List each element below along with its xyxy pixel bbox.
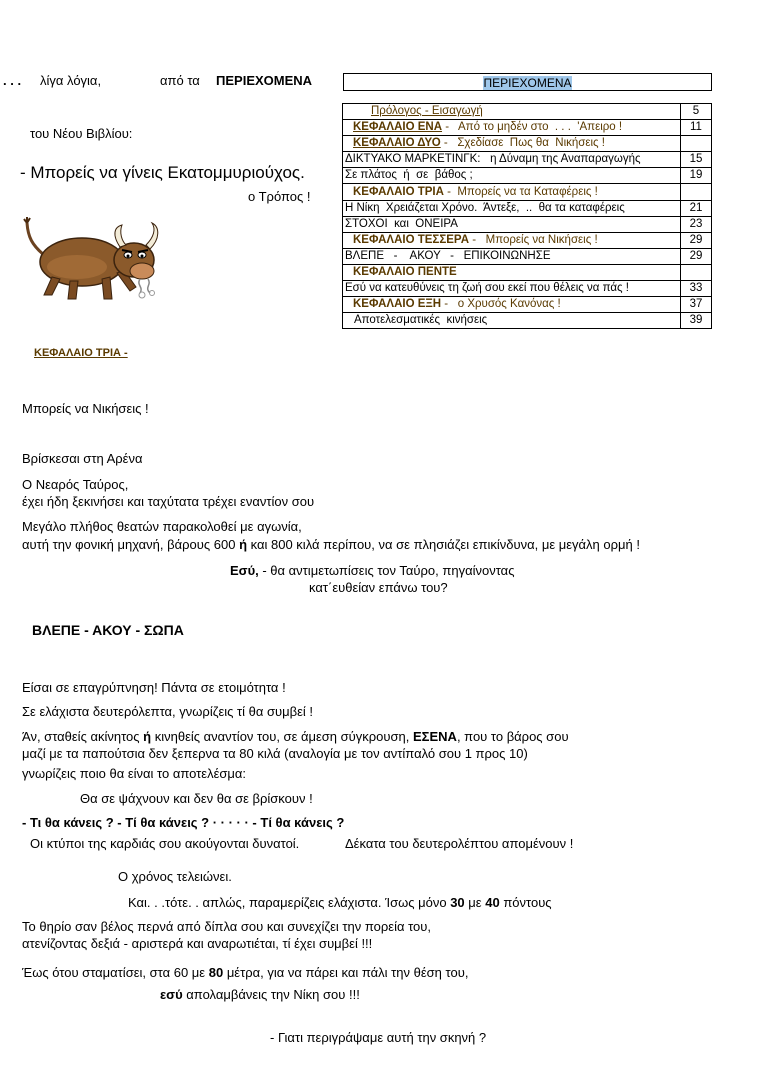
p-crowd2-b: ή	[239, 537, 248, 552]
intro-line1-a: λίγα λόγια,	[40, 73, 102, 88]
s3-d: ΕΣΕΝΑ	[413, 729, 457, 744]
toc-entry-text: ΒΛΕΠΕ - ΑΚΟΥ - ΕΠΙΚΟΙΝΩΝΗΣΕ	[345, 249, 551, 262]
toc-row	[343, 248, 712, 264]
s10-c: με	[468, 895, 482, 910]
toc-row	[343, 264, 712, 280]
toc-row	[343, 120, 712, 136]
toc-page-number: 29	[681, 248, 712, 264]
s10-e: πόντους	[503, 895, 552, 910]
s13-c: μέτρα, για να πάρει και πάλι την θέση του,	[226, 965, 469, 980]
toc-entry	[343, 313, 681, 329]
toc-page-number: 19	[681, 168, 712, 184]
toc-page-number: 11	[681, 120, 712, 136]
toc-chapter-heading: ΚΕΦΑΛΑΙΟ ΤΕΣΣΕΡΑ	[353, 233, 470, 246]
toc-entry-text: ΣΤΟΧΟΙ και ΟΝΕΙΡΑ	[345, 217, 458, 230]
toc-entry	[343, 216, 681, 232]
toc-entry-text: Σε πλάτος ή σε βάθος ;	[345, 169, 473, 182]
toc-title-box	[343, 73, 712, 91]
s1: Είσαι σε επαγρύπνηση! Πάντα σε ετοιμότητα !	[22, 680, 286, 695]
toc-chapter-sep: -	[443, 185, 451, 198]
section-title: ΒΛΕΠΕ - ΑΚΟΥ - ΣΩΠΑ	[32, 622, 184, 638]
toc-page-number	[681, 184, 712, 200]
toc-entry	[343, 168, 681, 184]
toc-entry-text: ΔΙΚΤΥΑΚΟ ΜΑΡΚΕΤΙΝΓΚ: η Δύναμη της Αναπαραγωγής	[345, 153, 641, 166]
s14-a: εσύ	[160, 987, 183, 1002]
intro-line2: του Νέου Βιβλίου:	[30, 126, 133, 141]
p-you	[230, 563, 514, 578]
s9: Ο χρόνος τελειώνει.	[118, 869, 232, 884]
toc-page-number: 21	[681, 200, 712, 216]
toc-page-number	[681, 136, 712, 152]
toc-entry-text: Η Νίκη Χρειάζεται Χρόνο. Άντεξε, .. θα τα καταφέρεις	[345, 201, 625, 214]
s6: Θα σε ψάχνουν και δεν θα σε βρίσκουν !	[80, 791, 313, 806]
s10-a: Και. . .τότε. . απλώς, παραμερίζεις ελάχιστα. Ίσως μόνο	[128, 895, 447, 910]
s14	[160, 987, 360, 1002]
toc-row	[343, 104, 712, 120]
s4: μαζί με τα παπούτσια δεν ξεπερνα τα 80 κιλά (αναλογία με τον αντίπαλό σου 1 προς 10)	[22, 746, 528, 761]
intro-line1-b: από τα	[160, 73, 200, 88]
s3-e: , που το βάρος σου	[456, 729, 569, 744]
toc-row	[343, 152, 712, 168]
toc-entry-text: Πρόλογος - Εισαγωγή	[371, 105, 483, 118]
s3	[22, 729, 569, 744]
toc-entry-text: Μπορείς να Νικήσεις !	[476, 233, 598, 246]
toc-page-number: 5	[681, 104, 712, 120]
s3-b: ή	[143, 729, 152, 744]
toc-chapter-heading: ΚΕΦΑΛΑΙΟ ΕΝΑ	[353, 121, 443, 134]
s13-b: 80	[208, 965, 224, 980]
toc-entry-text: Μπορείς να τα Καταφέρεις !	[450, 185, 598, 198]
toc-page-number: 39	[681, 313, 712, 329]
toc-entry-text: Αποτελεσματικές κινήσεις	[345, 314, 488, 327]
toc-page-number: 23	[681, 216, 712, 232]
toc-page-number	[681, 264, 712, 280]
toc-entry	[343, 281, 681, 297]
p-bull2: έχει ήδη ξεκινήσει και ταχύτατα τρέχει εναντίον σου	[22, 494, 315, 509]
toc-row	[343, 313, 712, 329]
s10-b: 30	[450, 895, 465, 910]
toc-entry-text: Σχεδίασε Πως θα Νικήσεις !	[447, 137, 605, 150]
toc-row	[343, 168, 712, 184]
toc-page-number: 37	[681, 297, 712, 313]
toc-entry	[343, 232, 681, 248]
toc-entry	[343, 120, 681, 136]
p-crowd1: Μεγάλο πλήθος θεατών παρακολοθεί με αγωνία,	[22, 519, 302, 534]
chapter-label: ΚΕΦΑΛΑΙΟ ΤΡΙΑ -	[34, 347, 128, 359]
toc-entry	[343, 297, 681, 313]
toc-chapter-sep: -	[440, 137, 448, 150]
toc-table	[342, 103, 712, 329]
s3-a: Άν, σταθείς ακίνητος	[22, 729, 140, 744]
toc-entry	[343, 152, 681, 168]
intro-line1-c: ΠΕΡΙΕΧΟΜΕΝΑ	[216, 73, 313, 88]
toc-row	[343, 297, 712, 313]
toc-chapter-heading: ΚΕΦΑΛΑΙΟ ΕΞΗ	[353, 298, 442, 311]
intro-dots: . . .	[3, 73, 22, 88]
s13	[22, 965, 468, 980]
toc-entry-text: ο Χρυσός Κανόνας !	[448, 298, 561, 311]
s15: - Γιατι περιγράψαμε αυτή την σκηνή ?	[270, 1030, 487, 1045]
toc-page-number: 33	[681, 281, 712, 297]
toc-chapter-sep: -	[441, 298, 449, 311]
toc-row	[343, 200, 712, 216]
toc-chapter-sep: -	[442, 121, 450, 134]
book-title: - Μπορείς να γίνεις Εκατομμυριούχος.	[20, 163, 305, 182]
s11: Το θηρίο σαν βέλος περνά από δίπλα σου και συνεχίζει την πορεία του,	[22, 919, 432, 934]
toc-row	[343, 136, 712, 152]
toc-row	[343, 281, 712, 297]
toc-page-number: 15	[681, 152, 712, 168]
s14-b: απολαμβάνεις την Νίκη σου !!!	[186, 987, 360, 1002]
p-you-c: κατ΄ευθείαν επάνω του?	[309, 580, 448, 595]
toc-entry	[343, 136, 681, 152]
s13-a: Έως ότου σταματίσει, στα 60 με	[22, 965, 206, 980]
s2: Σε ελάχιστα δευτερόλεπτα, γνωρίζεις τί θα συμβεί !	[22, 704, 314, 719]
toc-entry	[343, 104, 681, 120]
book-subtitle: ο Τρόπος !	[248, 189, 311, 204]
toc-entry	[343, 248, 681, 264]
toc-chapter-heading: ΚΕΦΑΛΑΙΟ ΔΥΟ	[353, 137, 441, 150]
p-arena: Βρίσκεσαι στη Αρένα	[22, 451, 143, 466]
s8-b: Δέκατα του δευτερολέπτου απομένουν !	[345, 836, 574, 851]
toc-entry	[343, 184, 681, 200]
toc-row	[343, 216, 712, 232]
p-bull1: Ο Νεαρός Ταύρος,	[22, 477, 129, 492]
toc-entry	[343, 200, 681, 216]
p-crowd2	[22, 537, 640, 552]
s10-d: 40	[485, 895, 500, 910]
p-crowd2-c: και 800 κιλά περίπου, να σε πλησιάζει επικίνδυνα, με μεγάλη ορμή !	[250, 537, 640, 552]
toc-chapter-heading: ΚΕΦΑΛΑΙΟ ΠΕΝΤΕ	[353, 265, 457, 278]
toc-entry	[343, 264, 681, 280]
p-you-a: Εσύ,	[230, 563, 259, 578]
s3-c: κινηθείς αναντίον του, σε άμεση σύγκρουση,	[154, 729, 410, 744]
toc-title: ΠΕΡΙΕΧΟΜΕΝΑ	[483, 76, 572, 90]
p-crowd2-a: αυτή την φονική μηχανή, βάρους 600	[22, 537, 236, 552]
s7: - Τι θα κάνεις ? - Τί θα κάνεις ? · · · · · - Τί θα κάνεις ?	[22, 815, 345, 830]
toc-entry-text: Εσύ να κατευθύνεις τη ζωή σου εκεί που θέλεις να πάς !	[345, 282, 629, 295]
toc-chapter-heading: ΚΕΦΑΛΑΙΟ ΤΡΙΑ	[353, 185, 444, 198]
bull-illustration	[22, 215, 167, 305]
p-win: Μπορείς να Νικήσεις !	[22, 401, 149, 416]
toc-chapter-sep: -	[469, 233, 477, 246]
s10	[128, 895, 552, 910]
toc-entry-text: Από το μηδέν στο . . . 'Απειρο !	[449, 121, 623, 134]
toc-page-number: 29	[681, 232, 712, 248]
s8-a: Οι κτύποι της καρδιάς σου ακούγονται δυνατοί.	[30, 836, 300, 851]
toc-row	[343, 232, 712, 248]
s5: γνωρίζεις ποιο θα είναι το αποτελέσμα:	[22, 766, 247, 781]
p-you-b: - θα αντιμετωπίσεις τον Ταύρο, πηγαίνοντας	[258, 563, 515, 578]
s12: ατενίζοντας δεξιά - αριστερά και αναρωτιέται, τί έχει συμβεί !!!	[22, 936, 373, 951]
toc-row	[343, 184, 712, 200]
